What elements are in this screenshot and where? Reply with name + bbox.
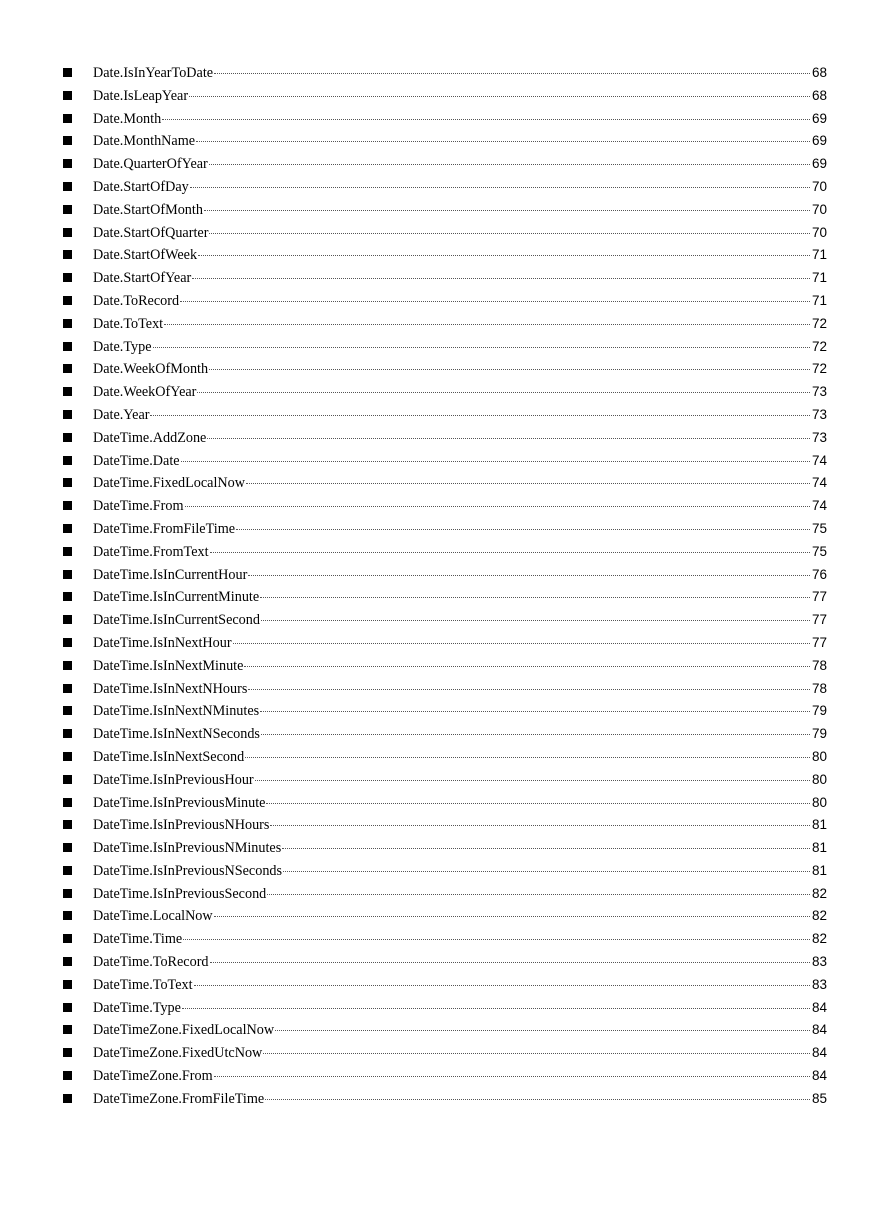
toc-entry-title[interactable]: DateTimeZone.FixedLocalNow <box>93 1022 275 1039</box>
toc-entry-line <box>93 951 827 974</box>
toc-entry-line <box>93 404 827 427</box>
toc-entry-line <box>93 905 827 928</box>
dot-leader <box>185 506 810 507</box>
toc-entry[interactable] <box>0 951 869 974</box>
toc-entry-line <box>93 769 827 792</box>
dot-leader <box>233 643 810 644</box>
square-bullet-icon <box>63 478 72 487</box>
toc-entry-page-number[interactable]: 74 <box>811 475 827 491</box>
toc-entry-title[interactable]: DateTime.IsInPreviousNHours <box>93 817 270 834</box>
toc-entry-line <box>93 518 827 541</box>
square-bullet-icon <box>63 843 72 852</box>
dot-leader <box>263 1053 810 1054</box>
toc-entry-title[interactable]: Date.WeekOfMonth <box>93 361 209 378</box>
toc-entry-line <box>93 883 827 906</box>
toc-entry[interactable] <box>0 769 869 792</box>
dot-leader <box>210 962 810 963</box>
toc-entry-page-number[interactable]: 83 <box>811 976 827 992</box>
toc-entry-page-number[interactable]: 82 <box>811 931 827 947</box>
toc-entry[interactable] <box>0 472 869 495</box>
toc-entry-title[interactable]: DateTime.FixedLocalNow <box>93 475 245 492</box>
toc-entry-title[interactable]: Date.IsLeapYear <box>93 87 189 104</box>
toc-entry-line <box>93 678 827 701</box>
toc-entry-page-number[interactable]: 71 <box>811 247 827 263</box>
toc-entry[interactable] <box>0 1042 869 1065</box>
toc-entry-page-number[interactable]: 74 <box>811 452 827 468</box>
toc-entry[interactable] <box>0 860 869 883</box>
toc-entry-title[interactable]: Date.ToText <box>93 315 164 332</box>
toc-entry[interactable] <box>0 313 869 336</box>
square-bullet-icon <box>63 501 72 510</box>
toc-entry-line <box>93 1088 827 1111</box>
dot-leader <box>248 689 810 690</box>
toc-entry-title[interactable]: Date.StartOfQuarter <box>93 224 209 241</box>
toc-entry-title[interactable]: Date.StartOfDay <box>93 178 189 195</box>
toc-entry[interactable] <box>0 1088 869 1111</box>
dot-leader <box>204 210 810 211</box>
toc-entry-line <box>93 974 827 997</box>
dot-leader <box>162 119 810 120</box>
square-bullet-icon <box>63 1071 72 1080</box>
dot-leader <box>198 255 810 256</box>
dot-leader <box>246 483 810 484</box>
square-bullet-icon <box>63 182 72 191</box>
toc-entry-line <box>93 700 827 723</box>
toc-entry-line <box>93 130 827 153</box>
dot-leader <box>261 734 810 735</box>
toc-entry[interactable] <box>0 746 869 769</box>
toc-entry[interactable] <box>0 814 869 837</box>
toc-entry-line <box>93 290 827 313</box>
dot-leader <box>197 392 810 393</box>
toc-entry-line <box>93 85 827 108</box>
toc-entry-page-number[interactable]: 75 <box>811 543 827 559</box>
dot-leader <box>248 575 810 576</box>
toc-entry[interactable] <box>0 974 869 997</box>
toc-entry[interactable] <box>0 267 869 290</box>
toc-entry[interactable] <box>0 404 869 427</box>
toc-entry-title[interactable]: Date.StartOfYear <box>93 270 192 287</box>
toc-entry-page-number[interactable]: 76 <box>811 566 827 582</box>
toc-entry-page-number[interactable]: 75 <box>811 520 827 536</box>
toc-entry-line <box>93 176 827 199</box>
toc-entry[interactable] <box>0 290 869 313</box>
toc-entry-title[interactable]: Date.Year <box>93 406 150 423</box>
toc-entry[interactable] <box>0 495 869 518</box>
toc-entry[interactable] <box>0 62 869 85</box>
toc-entry-line <box>93 108 827 131</box>
toc-entry-title[interactable]: Date.ToRecord <box>93 292 180 309</box>
dot-leader <box>182 1008 810 1009</box>
dot-leader <box>209 164 810 165</box>
square-bullet-icon <box>63 729 72 738</box>
toc-entry-page-number[interactable]: 77 <box>811 589 827 605</box>
toc-entry-page-number[interactable]: 84 <box>811 1045 827 1061</box>
dot-leader <box>190 187 810 188</box>
toc-entry-title[interactable]: Date.WeekOfYear <box>93 384 197 401</box>
dot-leader <box>283 871 810 872</box>
dot-leader <box>189 96 810 97</box>
toc-entry-line <box>93 199 827 222</box>
toc-entry[interactable] <box>0 883 869 906</box>
square-bullet-icon <box>63 957 72 966</box>
toc-entry-title[interactable]: DateTime.IsInCurrentSecond <box>93 612 260 629</box>
dot-leader <box>267 894 810 895</box>
toc-entry-title[interactable]: DateTime.IsInPreviousNMinutes <box>93 840 282 857</box>
toc-entry-title[interactable]: DateTime.IsInNextNHours <box>93 680 248 697</box>
toc-entry-title[interactable]: DateTime.IsInPreviousHour <box>93 771 254 788</box>
square-bullet-icon <box>63 250 72 259</box>
toc-entry[interactable] <box>0 130 869 153</box>
toc-entry-page-number[interactable]: 70 <box>811 201 827 217</box>
dot-leader <box>255 780 810 781</box>
toc-entry-line <box>93 792 827 815</box>
toc-entry-page-number[interactable]: 84 <box>811 1068 827 1084</box>
toc-entry-page-number[interactable]: 71 <box>811 270 827 286</box>
dot-leader <box>275 1030 810 1031</box>
toc-entry-title[interactable]: DateTime.FromText <box>93 543 209 560</box>
square-bullet-icon <box>63 752 72 761</box>
dot-leader <box>266 803 809 804</box>
dot-leader <box>261 620 810 621</box>
toc-entry[interactable] <box>0 837 869 860</box>
toc-entry-title[interactable]: DateTime.IsInNextSecond <box>93 748 245 765</box>
square-bullet-icon <box>63 387 72 396</box>
toc-entry[interactable] <box>0 153 869 176</box>
toc-entry-title[interactable]: DateTime.IsInPreviousMinute <box>93 794 266 811</box>
toc-entry-line <box>93 358 827 381</box>
toc-entry[interactable] <box>0 336 869 359</box>
toc-entry-title[interactable]: DateTime.Date <box>93 452 180 469</box>
square-bullet-icon <box>63 547 72 556</box>
dot-leader <box>207 438 810 439</box>
toc-entry-title[interactable]: DateTime.FromFileTime <box>93 520 236 537</box>
toc-entry-line <box>93 153 827 176</box>
dot-leader <box>282 848 810 849</box>
toc-entry[interactable] <box>0 632 869 655</box>
dot-leader <box>214 1076 810 1077</box>
toc-entry[interactable] <box>0 997 869 1020</box>
toc-entry-page-number[interactable]: 84 <box>811 1022 827 1038</box>
square-bullet-icon <box>63 866 72 875</box>
toc-entry-title[interactable]: DateTime.From <box>93 498 184 515</box>
toc-entry-title[interactable]: DateTime.ToText <box>93 976 193 993</box>
toc-entry[interactable] <box>0 108 869 131</box>
square-bullet-icon <box>63 638 72 647</box>
toc-entry[interactable] <box>0 427 869 450</box>
toc-entry-line <box>93 997 827 1020</box>
toc-entry-title[interactable]: Date.QuarterOfYear <box>93 156 208 173</box>
toc-entry-line <box>93 837 827 860</box>
square-bullet-icon <box>63 159 72 168</box>
toc-entry-line <box>93 655 827 678</box>
toc-entry[interactable] <box>0 564 869 587</box>
toc-entry-title[interactable]: DateTime.IsInCurrentMinute <box>93 589 260 606</box>
square-bullet-icon <box>63 68 72 77</box>
toc-entry-line <box>93 495 827 518</box>
square-bullet-icon <box>63 684 72 693</box>
toc-entry-line <box>93 609 827 632</box>
toc-entry-title[interactable]: DateTimeZone.FromFileTime <box>93 1090 265 1107</box>
dot-leader <box>180 301 810 302</box>
toc-entry-page-number[interactable]: 68 <box>811 87 827 103</box>
toc-entry-title[interactable]: DateTime.IsInPreviousSecond <box>93 885 267 902</box>
dot-leader <box>214 916 810 917</box>
toc-entry-title[interactable]: DateTime.ToRecord <box>93 954 209 971</box>
toc-entry-page-number[interactable]: 74 <box>811 498 827 514</box>
toc-entry[interactable] <box>0 905 869 928</box>
toc-entry[interactable] <box>0 678 869 701</box>
toc-entry-line <box>93 814 827 837</box>
toc-entry-title[interactable]: Date.StartOfWeek <box>93 247 198 264</box>
square-bullet-icon <box>63 1048 72 1057</box>
toc-entry[interactable] <box>0 723 869 746</box>
toc-entry-title[interactable]: DateTime.IsInCurrentHour <box>93 566 248 583</box>
square-bullet-icon <box>63 205 72 214</box>
toc-entry-line <box>93 336 827 359</box>
dot-leader <box>192 278 810 279</box>
toc-entry-page-number[interactable]: 72 <box>811 361 827 377</box>
dot-leader <box>236 529 810 530</box>
toc-entry-page-number[interactable]: 69 <box>811 156 827 172</box>
toc-entry[interactable] <box>0 518 869 541</box>
toc-entry-page-number[interactable]: 77 <box>811 634 827 650</box>
toc-entry-line <box>93 586 827 609</box>
toc-entry[interactable] <box>0 199 869 222</box>
toc-entry-title[interactable]: Date.Type <box>93 338 152 355</box>
dot-leader <box>244 666 810 667</box>
square-bullet-icon <box>63 570 72 579</box>
square-bullet-icon <box>63 775 72 784</box>
square-bullet-icon <box>63 342 72 351</box>
dot-leader <box>183 939 810 940</box>
toc-entry-line <box>93 541 827 564</box>
square-bullet-icon <box>63 410 72 419</box>
toc-entry[interactable] <box>0 609 869 632</box>
dot-leader <box>209 233 810 234</box>
toc-entry-page-number[interactable]: 70 <box>811 178 827 194</box>
toc-entry-page-number[interactable]: 81 <box>811 862 827 878</box>
toc-entry-page-number[interactable]: 82 <box>811 885 827 901</box>
toc-entry-line <box>93 564 827 587</box>
toc-entry-line <box>93 472 827 495</box>
toc-entry[interactable] <box>0 450 869 473</box>
toc-entry[interactable] <box>0 358 869 381</box>
toc-entry-page-number[interactable]: 68 <box>811 65 827 80</box>
toc-entry-title[interactable]: DateTime.Type <box>93 999 181 1016</box>
toc-entry-line <box>93 381 827 404</box>
dot-leader <box>194 985 810 986</box>
toc-entry-title[interactable]: DateTime.IsInNextMinute <box>93 657 244 674</box>
toc-entry-page-number[interactable]: 85 <box>811 1090 827 1106</box>
toc-entry-page-number[interactable]: 69 <box>811 110 827 126</box>
toc-entry[interactable] <box>0 928 869 951</box>
dot-leader <box>150 415 809 416</box>
square-bullet-icon <box>63 934 72 943</box>
toc-entry-page-number[interactable]: 73 <box>811 429 827 445</box>
dot-leader <box>164 324 810 325</box>
square-bullet-icon <box>63 433 72 442</box>
square-bullet-icon <box>63 91 72 100</box>
dot-leader <box>270 825 810 826</box>
toc-entry-page-number[interactable]: 77 <box>811 612 827 628</box>
toc-entry-title[interactable]: DateTime.IsInPreviousNSeconds <box>93 862 283 879</box>
toc-entry-line <box>93 244 827 267</box>
dot-leader <box>265 1099 810 1100</box>
dot-leader <box>210 552 810 553</box>
square-bullet-icon <box>63 114 72 123</box>
toc-entry[interactable] <box>0 222 869 245</box>
dot-leader <box>214 73 810 74</box>
toc-entry-title[interactable]: DateTime.LocalNow <box>93 908 213 925</box>
toc-entry-title[interactable]: DateTime.IsInNextNSeconds <box>93 726 260 743</box>
square-bullet-icon <box>63 1094 72 1103</box>
toc-entry-page-number[interactable]: 80 <box>811 794 827 810</box>
toc-entry-page-number[interactable]: 81 <box>811 840 827 856</box>
toc-entry-line <box>93 632 827 655</box>
toc-entry-page-number[interactable]: 81 <box>811 817 827 833</box>
toc-entry-line <box>93 313 827 336</box>
square-bullet-icon <box>63 980 72 989</box>
square-bullet-icon <box>63 524 72 533</box>
toc-entry-page-number[interactable]: 84 <box>811 999 827 1015</box>
square-bullet-icon <box>63 1025 72 1034</box>
square-bullet-icon <box>63 296 72 305</box>
toc-entry[interactable] <box>0 381 869 404</box>
toc-entry[interactable] <box>0 700 869 723</box>
toc-entry-page-number[interactable]: 70 <box>811 224 827 240</box>
toc-entry-page-number[interactable]: 69 <box>811 133 827 149</box>
toc-entry-page-number[interactable]: 73 <box>811 406 827 422</box>
square-bullet-icon <box>63 615 72 624</box>
toc-entry[interactable] <box>0 1019 869 1042</box>
dot-leader <box>260 597 810 598</box>
dot-leader <box>196 141 810 142</box>
toc-entry-line <box>93 928 827 951</box>
square-bullet-icon <box>63 592 72 601</box>
dot-leader <box>153 347 810 348</box>
toc-entry-title[interactable]: DateTime.Time <box>93 931 183 948</box>
square-bullet-icon <box>63 798 72 807</box>
toc-entry[interactable] <box>0 586 869 609</box>
square-bullet-icon <box>63 273 72 282</box>
toc-entry[interactable] <box>0 244 869 267</box>
toc-entry-page-number[interactable]: 79 <box>811 726 827 742</box>
toc-entry-page-number[interactable]: 78 <box>811 657 827 673</box>
toc-entry-line <box>93 62 827 85</box>
toc-entry-title[interactable]: Date.MonthName <box>93 133 196 150</box>
toc-entry-title[interactable]: Date.StartOfMonth <box>93 201 203 218</box>
toc-entry-page-number[interactable]: 72 <box>811 315 827 331</box>
square-bullet-icon <box>63 911 72 920</box>
toc-entry[interactable] <box>0 85 869 108</box>
square-bullet-icon <box>63 456 72 465</box>
toc-entry-page-number[interactable]: 80 <box>811 748 827 764</box>
toc-entry-line <box>93 723 827 746</box>
toc-entry-page-number[interactable]: 78 <box>811 680 827 696</box>
square-bullet-icon <box>63 319 72 328</box>
toc-entry-line <box>93 746 827 769</box>
toc-entry[interactable] <box>0 655 869 678</box>
square-bullet-icon <box>63 228 72 237</box>
toc-entry-line <box>93 860 827 883</box>
toc-entry-line <box>93 1019 827 1042</box>
toc-entry-title[interactable]: Date.Month <box>93 110 162 127</box>
toc-entry-page-number[interactable]: 80 <box>811 771 827 787</box>
toc-entry-title[interactable]: Date.IsInYearToDate <box>93 65 214 81</box>
toc-entry-page-number[interactable]: 82 <box>811 908 827 924</box>
toc-entry-title[interactable]: DateTime.AddZone <box>93 429 207 446</box>
toc-entry-line <box>93 267 827 290</box>
square-bullet-icon <box>63 1003 72 1012</box>
square-bullet-icon <box>63 820 72 829</box>
toc-entry-title[interactable]: DateTimeZone.From <box>93 1068 213 1085</box>
toc-entry-page-number[interactable]: 83 <box>811 954 827 970</box>
square-bullet-icon <box>63 136 72 145</box>
dot-leader <box>209 369 810 370</box>
toc-entry-line <box>93 1042 827 1065</box>
square-bullet-icon <box>63 889 72 898</box>
dot-leader <box>181 461 810 462</box>
toc-entry-line <box>93 1065 827 1088</box>
toc-entry-title[interactable]: DateTime.IsInNextHour <box>93 634 232 651</box>
toc-entry-title[interactable]: DateTime.IsInNextNMinutes <box>93 703 260 720</box>
toc-entry-page-number[interactable]: 72 <box>811 338 827 354</box>
toc-entry[interactable] <box>0 792 869 815</box>
toc-entry-line <box>93 427 827 450</box>
dot-leader <box>245 757 810 758</box>
toc-entry-line <box>93 222 827 245</box>
dot-leader <box>260 711 810 712</box>
table-of-contents <box>0 62 869 1111</box>
toc-entry-line <box>93 450 827 473</box>
toc-entry-page-number[interactable]: 73 <box>811 384 827 400</box>
square-bullet-icon <box>63 661 72 670</box>
toc-entry-title[interactable]: DateTimeZone.FixedUtcNow <box>93 1045 263 1062</box>
toc-entry[interactable] <box>0 541 869 564</box>
square-bullet-icon <box>63 706 72 715</box>
toc-entry-page-number[interactable]: 71 <box>811 292 827 308</box>
toc-entry[interactable] <box>0 176 869 199</box>
toc-entry-page-number[interactable]: 79 <box>811 703 827 719</box>
toc-entry[interactable] <box>0 1065 869 1088</box>
square-bullet-icon <box>63 364 72 373</box>
